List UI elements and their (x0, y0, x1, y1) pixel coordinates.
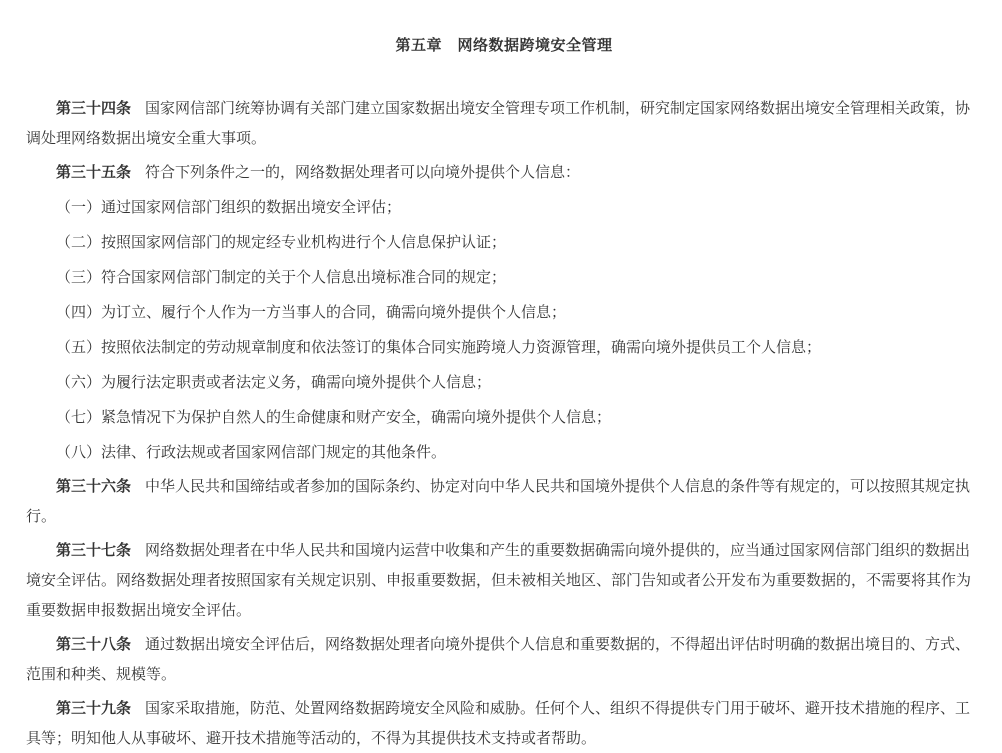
list-item: （三）符合国家网信部门制定的关于个人信息出境标准合同的规定； (56, 268, 507, 286)
article-number: 第三十五条 (56, 163, 132, 181)
title-spacer (26, 60, 982, 93)
article-39 (26, 693, 982, 753)
list-item: （五）按照依法制定的劳动规章制度和依法签订的集体合同实施跨境人力资源管理，确需向境外提供员工个人信息； (56, 338, 822, 356)
article-text: 网络数据处理者在中华人民共和国境内运营中收集和产生的重要数据确需向境外提供的，应当通过国家网信部门组织的数据出境安全评估。网络数据处理者按照国家有关规定识别、申报重要数据，但未被相关地区、部门告知或者公开发布为重要数据的，不需要将其作为重要数据申报数据出境安全评估。 (26, 541, 972, 619)
article-35-items (26, 192, 982, 467)
article-number: 第三十七条 (56, 541, 132, 559)
article-34 (26, 93, 982, 153)
article-text: 国家采取措施，防范、处置网络数据跨境安全风险和威胁。任何个人、组织不得提供专门用于破坏、避开技术措施的程序、工具等；明知他人从事破坏、避开技术措施等活动的，不得为其提供技术支持或者帮助。 (26, 699, 971, 747)
article-text: 中华人民共和国缔结或者参加的国际条约、协定对向中华人民共和国境外提供个人信息的条件等有规定的，可以按照其规定执行。 (26, 477, 971, 525)
list-item: （七）紧急情况下为保护自然人的生命健康和财产安全，确需向境外提供个人信息； (56, 408, 612, 426)
article-text: 通过数据出境安全评估后，网络数据处理者向境外提供个人信息和重要数据的，不得超出评估时明确的数据出境目的、方式、范围和种类、规模等。 (26, 635, 971, 683)
list-item: （六）为履行法定职责或者法定义务，确需向境外提供个人信息； (56, 373, 492, 391)
list-item: （四）为订立、履行个人作为一方当事人的合同，确需向境外提供个人信息； (56, 303, 567, 321)
article-number: 第三十九条 (56, 699, 132, 717)
article-35 (26, 157, 982, 187)
list-item: （一）通过国家网信部门组织的数据出境安全评估； (56, 198, 402, 216)
article-number: 第三十四条 (56, 99, 132, 117)
article-number: 第三十六条 (56, 477, 132, 495)
article-37 (26, 535, 982, 625)
article-text: 国家网信部门统筹协调有关部门建立国家数据出境安全管理专项工作机制，研究制定国家网络数据出境安全管理相关政策，协调处理网络数据出境安全重大事项。 (26, 99, 971, 147)
article-38 (26, 629, 982, 689)
article-text: 符合下列条件之一的，网络数据处理者可以向境外提供个人信息： (145, 163, 581, 181)
chapter-title: 第五章 网络数据跨境安全管理 (395, 36, 613, 54)
list-item: （八）法律、行政法规或者国家网信部门规定的其他条件。 (56, 443, 447, 461)
article-number: 第三十八条 (56, 635, 132, 653)
article-36 (26, 471, 982, 531)
list-item: （二）按照国家网信部门的规定经专业机构进行个人信息保护认证； (56, 233, 507, 251)
